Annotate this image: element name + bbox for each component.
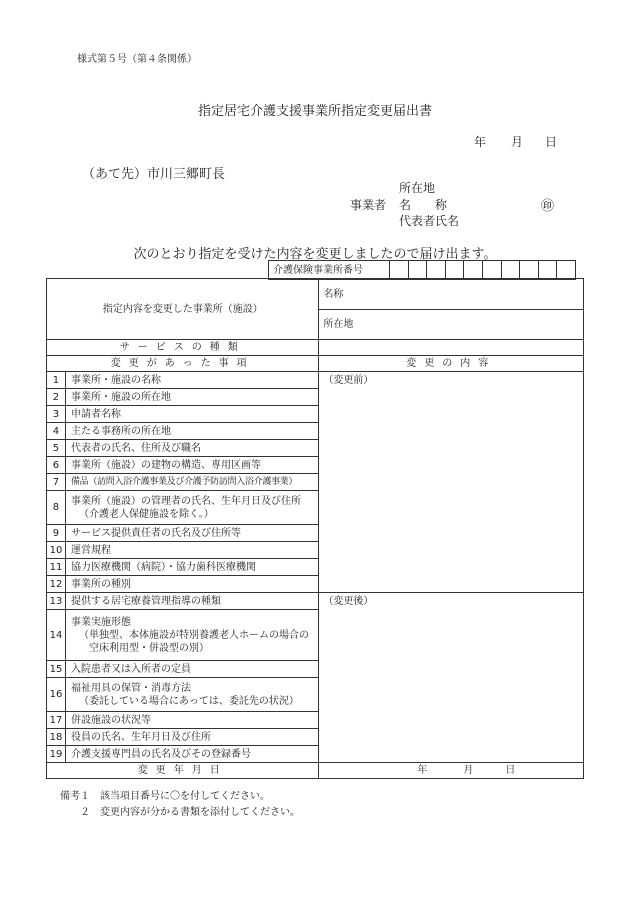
item-number[interactable]: 3: [47, 406, 66, 423]
page-title: 指定居宅介護支援事業所指定変更届出書: [197, 104, 432, 119]
item-label: 事業所・施設の名称: [65, 372, 318, 389]
provider-number-table: [268, 260, 576, 280]
provider-number-digit[interactable]: [408, 261, 427, 280]
item-label: [65, 491, 318, 525]
facility-address-label: 所在地: [323, 319, 354, 330]
note-1: 該当項目番号に〇を付してください。: [100, 791, 270, 802]
facility-section-label: 指定内容を変更した事業所（施設）: [47, 279, 319, 340]
item-number[interactable]: 1: [47, 372, 66, 389]
item-number[interactable]: 15: [47, 661, 66, 678]
item-label: 申請者名称: [65, 406, 318, 423]
item-number[interactable]: 9: [47, 525, 66, 542]
item-number[interactable]: 12: [47, 576, 66, 593]
item-number[interactable]: 14: [47, 610, 66, 661]
item-label: 事業所の種別: [65, 576, 318, 593]
change-content-header: 変更の内容: [319, 356, 584, 372]
item-number[interactable]: 8: [47, 491, 66, 525]
item-label: 備品（訪問入浴介護事業及び介護予防訪問入浴介護事業）: [65, 474, 318, 491]
item-number[interactable]: 18: [47, 729, 66, 746]
provider-number-digit[interactable]: [482, 261, 501, 280]
facility-address-field[interactable]: [319, 310, 584, 340]
provider-number-digit[interactable]: [501, 261, 520, 280]
item-label: 併設施設の状況等: [65, 712, 318, 729]
item-number[interactable]: 16: [47, 678, 66, 712]
provider-number-digit[interactable]: [538, 261, 557, 280]
seal-mark: ㊞: [541, 199, 555, 214]
intro-text: 次のとおり指定を受けた内容を変更しましたので届け出ます。: [133, 247, 497, 262]
item-number[interactable]: 7: [47, 474, 66, 491]
item-number[interactable]: 5: [47, 440, 66, 457]
item-label: 運営規程: [65, 542, 318, 559]
provider-number-digit[interactable]: [520, 261, 539, 280]
item-number[interactable]: 4: [47, 423, 66, 440]
change-date-label: 変更年月日: [47, 763, 319, 779]
date-day-label: 日: [545, 135, 558, 149]
applicant-name-label: 名 称: [399, 198, 448, 212]
provider-number-digit[interactable]: [557, 261, 576, 280]
applicant-role-label: 事業者: [350, 198, 387, 212]
applicant-location-label: 所在地: [399, 181, 436, 195]
item-label-sub: （単独型、本体施設が特別養護老人ホームの場合の: [78, 629, 309, 641]
item-label-main: 事業所（施設）の管理者の氏名、生年月日及び住所: [70, 495, 301, 507]
item-number[interactable]: 10: [47, 542, 66, 559]
date-year-label: 年: [474, 135, 487, 149]
item-number[interactable]: 17: [47, 712, 66, 729]
item-label: [65, 610, 318, 661]
change-date-day: 日: [505, 765, 516, 776]
item-label: 提供する居宅療養管理指導の種類: [65, 593, 318, 610]
item-label-sub: （委託している場合にあっては、委託先の状況）: [78, 695, 299, 707]
after-change-label: （変更後）: [323, 596, 374, 607]
item-label: 主たる事務所の所在地: [65, 423, 318, 440]
item-label: 役員の氏名、生年月日及び住所: [65, 729, 318, 746]
item-number[interactable]: 6: [47, 457, 66, 474]
item-label-sub: 空床利用型・併設型の別）: [88, 642, 209, 654]
note-2: 変更内容が分かる書類を添付してください。: [100, 807, 300, 818]
applicant-rep-label: 代表者氏名: [399, 214, 460, 228]
item-number[interactable]: 2: [47, 389, 66, 406]
after-change-field[interactable]: [319, 593, 584, 763]
note-2-number: ２: [80, 807, 90, 818]
addressee: （あて先）市川三郷町長: [82, 167, 226, 182]
item-label: サービス提供責任者の氏名及び住所等: [65, 525, 318, 542]
item-number[interactable]: 13: [47, 593, 66, 610]
provider-number-digit[interactable]: [464, 261, 483, 280]
item-label-main: 福祉用具の保管・消毒方法: [70, 682, 191, 694]
form-number: 様式第５号（第４条関係）: [77, 54, 197, 65]
service-type-label: サービスの種類: [47, 340, 319, 356]
item-label-sub: （介護老人保健施設を除く。）: [78, 508, 214, 520]
provider-number-digit[interactable]: [427, 261, 446, 280]
before-change-label: （変更前）: [323, 375, 374, 386]
change-date-month: 月: [463, 765, 474, 776]
changed-items-header: 変更があった事項: [47, 356, 319, 372]
item-number[interactable]: 11: [47, 559, 66, 576]
provider-number-label: 介護保険事業所番号: [269, 261, 390, 280]
item-label: 事業所（施設）の建物の構造、専用区画等: [65, 457, 318, 474]
facility-name-label: 名称: [323, 288, 344, 300]
change-form-table: [46, 278, 584, 779]
item-label: 協力医療機関（病院）・協力歯科医療機関: [65, 559, 318, 576]
date-month-label: 月: [511, 135, 524, 149]
item-label: [65, 678, 318, 712]
item-label: 代表者の氏名、住所及び職名: [65, 440, 318, 457]
item-label-main: 事業実施形態: [70, 616, 131, 628]
item-label: 事業所・施設の所在地: [65, 389, 318, 406]
item-label: 介護支援専門員の氏名及びその登録番号: [65, 746, 318, 763]
provider-number-digit[interactable]: [445, 261, 464, 280]
facility-name-field[interactable]: [319, 279, 584, 310]
item-label: 入院患者又は入所者の定員: [65, 661, 318, 678]
change-date-year: 年: [417, 765, 428, 776]
provider-number-digit[interactable]: [390, 261, 409, 280]
change-date-field[interactable]: [319, 763, 584, 779]
before-change-field[interactable]: [319, 372, 584, 593]
note-title: 備考１: [60, 791, 90, 802]
item-number[interactable]: 19: [47, 746, 66, 763]
service-type-field[interactable]: [319, 340, 584, 356]
